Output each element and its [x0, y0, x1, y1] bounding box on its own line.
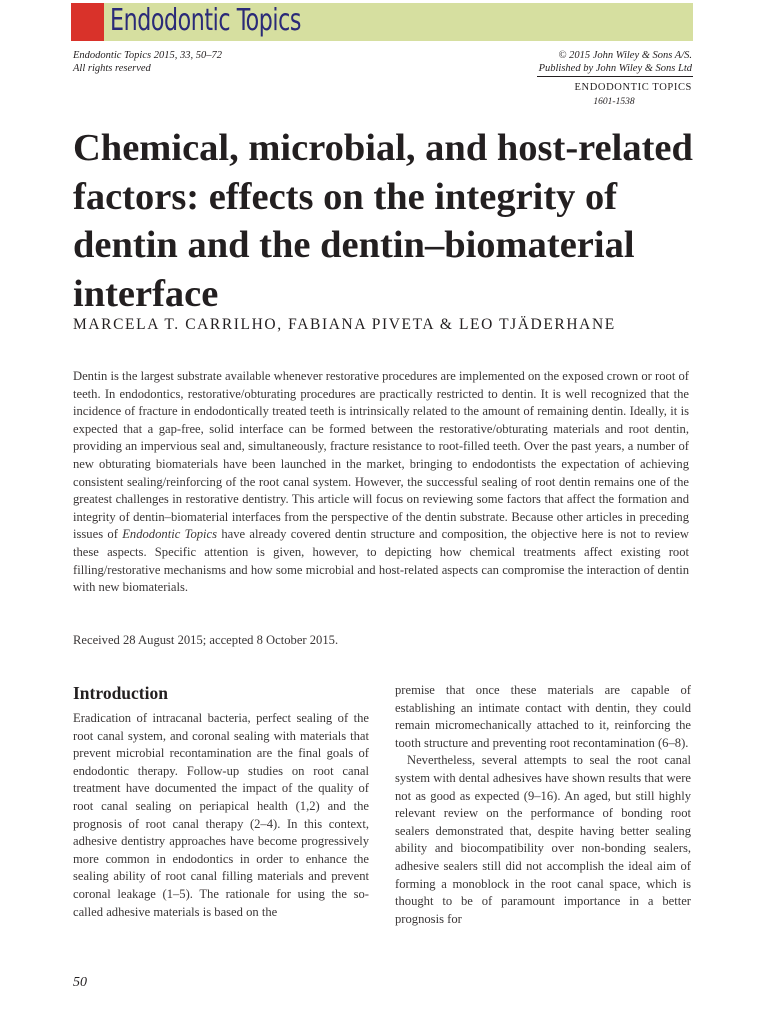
article-title: Chemical, microbial, and host-related factors: effects on the integrity of dentin and the dentin–biomaterial interface: [73, 127, 693, 315]
citation-line: Endodontic Topics 2015, 33, 50–72: [73, 50, 222, 61]
page-number: 50: [73, 975, 87, 990]
body-paragraph: premise that once these materials are capable of establishing an intimate contact with dentin, they could remain micromechanically attached to it, reinforcing the tooth structure and preventing root recontamination (6–8).: [395, 683, 691, 750]
body-column-right: [395, 682, 691, 928]
header-rule: [537, 76, 693, 77]
body-paragraph: Eradication of intracanal bacteria, perfect sealing of the root canal system, and coronal sealing with materials that prevent microbial recontamination are the final goals of endodontic therapy. Follow-up studies on root canal treatment have documented the impact of the quality of root canal sealing on periapical health (1,2) and the prognosis of root canal therapy (2–4). In this context, adhesive dentistry approaches have become progressively more common in endodontics in order to enhance the sealing ability of root canal filling materials and prevent coronal leakage (1–5). The rationale for using the so-called adhesive materials is based on the: [73, 711, 369, 919]
article-authors: MARCELA T. CARRILHO, FABIANA PIVETA & LEO TJÄDERHANE: [73, 316, 616, 333]
body-column-left: [73, 682, 369, 921]
abstract-journal-reference: Endodontic Topics: [122, 527, 218, 542]
body-paragraph: Nevertheless, several attempts to seal the root canal system with dental adhesives have shown results that were not as good as expected (9–16). An aged, but still highly relevant review on the performance of bonding root sealers demonstrated that, despite having better sealing ability and biocompatibility over non-bonding sealers, adhesive sealers still did not accomplish the ideal aim of forming a monoblock in the root canal space, which is thought to be of paramount importance in a better prognosis for: [395, 753, 691, 926]
section-heading-introduction: Introduction: [73, 683, 168, 703]
publisher-block: [539, 49, 692, 75]
journal-banner-title: Endodontic Topics: [110, 3, 302, 38]
citation-block: [73, 49, 222, 75]
issn: 1601-1538: [593, 97, 635, 107]
publisher-line: Published by John Wiley & Sons Ltd: [538, 63, 692, 74]
abstract: [73, 368, 689, 597]
received-dates: Received 28 August 2015; accepted 8 October 2015.: [73, 633, 339, 647]
rights-line: All rights reserved: [73, 63, 151, 74]
abstract-text-part-2: have already covered dentin structure and composition, the objective here is not to review these aspects. Specific attention is given, however, to depicting how chemical treatments affect existing root filling/restorative mechanisms and how some microbial and host-related aspects can compromise the interaction of dentin with new biomaterials.: [73, 527, 689, 595]
abstract-text-part-1: Dentin is the largest substrate available whenever restorative procedures are implemented on the exposed crown or root of teeth. In endodontics, restorative/obturating procedures are practically restricted to dentin. It is well recognized that the incidence of fracture in endodontically treated teeth is intrinsically related to the amount of remaining dentin. Ideally, it is expected that a gap-free, solid interface can be formed between the restorative/obturating materials and root dentin, providing an impervious seal and, simultaneously, fracture resistance to root-filled teeth. Over the past years, a number of new obturating biomaterials have been launched in the market, bringing to endodontists the expectation of achieving consistent sealing/reinforcing of the root canal system. However, the successful sealing of root dentin remains one of the greatest challenges in restorative dentistry. This article will focus on reviewing some factors that affect the formation and integrity of dentin–biomaterial interfaces from the perspective of the dentin substrate. Because other articles in preceding issues of: [73, 369, 689, 542]
copyright-line: © 2015 John Wiley & Sons A/S.: [558, 50, 692, 61]
series-name: ENDODONTIC TOPICS: [574, 82, 692, 93]
journal-banner-red-block: [71, 3, 104, 41]
